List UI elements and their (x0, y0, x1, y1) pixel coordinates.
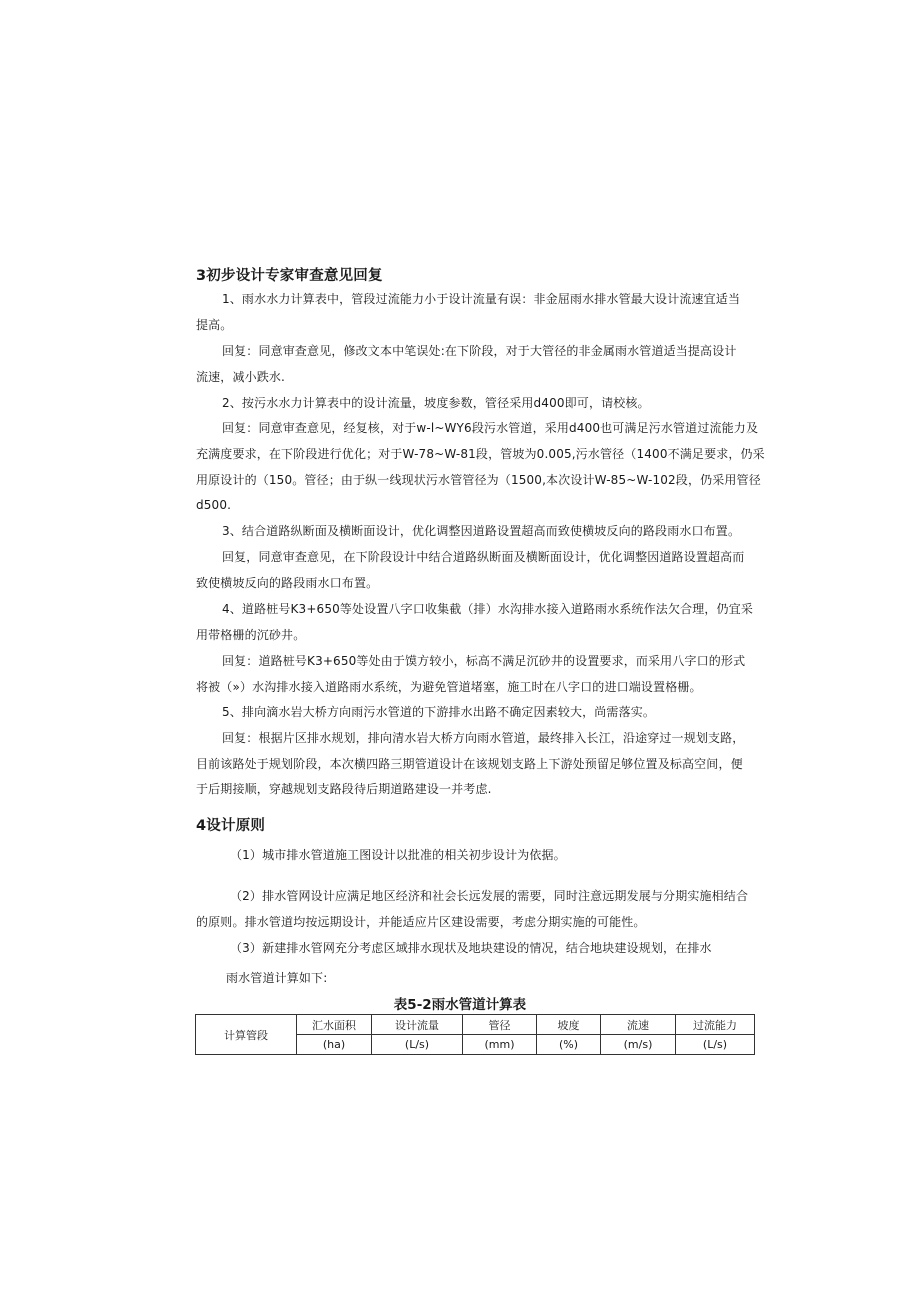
header-cell: 汇水面积 (297, 1015, 372, 1035)
paragraph-line: 5、排向滴水岩大桥方向雨污水管道的下游排水出路不确定因素较大，尚需落实。 (222, 705, 656, 719)
header-cell: 坡度 (537, 1015, 601, 1035)
paragraph-line: 回复：同意审查意见，经复核，对于w-l~WY6段污水管道，采用d400也可满足污水管道过流能力及 (222, 421, 759, 435)
table-caption: 表5-2雨水管道计算表 (393, 997, 527, 1013)
paragraph-line: 回复：同意审查意见，修改文本中笔误处:在下阶段，对于大管径的非金属雨水管道适当提高设计 (222, 344, 737, 358)
header-cell: 过流能力 (676, 1015, 755, 1035)
header-cell: 设计流量 (372, 1015, 463, 1035)
paragraph-line: 的原则。排水管道均按远期设计，并能适应片区建设需要，考虑分期实施的可能性。 (196, 915, 646, 929)
paragraph-line: 1、雨水水力计算表中，管段过流能力小于设计流量有误：非金屈雨水排水管最大设计流速宜适当 (222, 292, 741, 306)
unit-cell: (ha) (297, 1035, 372, 1055)
rainwater-calc-table (195, 1014, 755, 1055)
paragraph-line: （3）新建排水管网充分考虑区域排水现状及地块建设的情况，结合地块建设规划，在排水 (230, 941, 712, 955)
paragraph-line: （1）城市排水管道施工图设计以批准的相关初步设计为依据。 (230, 848, 566, 862)
header-cell: 管径 (463, 1015, 537, 1035)
paragraph-line: （2）排水管网设计应满足地区经济和社会长远发展的需要，同时注意远期发展与分期实施相结合 (230, 889, 749, 903)
paragraph-line: 4、道路桩号K3+650等处设置八字口收集截（排）水沟排水接入道路雨水系统作法欠合理，仍宜采 (222, 602, 754, 616)
paragraph-line: 回复：道路桩号K3+650等处由于馍方较小，标高不满足沉砂井的设置要求，而采用八字口的形式 (222, 654, 746, 668)
section-4-heading: 4设计原则 (196, 818, 266, 834)
unit-cell: (mm) (463, 1035, 537, 1055)
paragraph-line: 回复：根据片区排水规划，排向清水岩大桥方向雨水管道，最终排入长江，沿途穿过一规划支路， (222, 731, 745, 745)
header-cell: 流速 (601, 1015, 676, 1035)
paragraph-line: 3、结合道路纵断面及横断面设计，优化调整因道路设置超高而致使横坡反向的路段雨水口布置。 (222, 524, 741, 538)
unit-cell: (L/s) (676, 1035, 755, 1055)
paragraph-line: 流速，减小跌水. (196, 370, 286, 384)
paragraph-line: 用原设计的（150。管径；由于纵一线现状污水管管径为（1500,本次设计W-85~W-102段，仍采用管径 (196, 473, 761, 487)
unit-cell: (%) (537, 1035, 601, 1055)
paragraph-line: 提高。 (196, 318, 233, 332)
paragraph-line: 2、按污水水力计算表中的设计流量，坡度参数，管径采用d400即可，请校核。 (222, 396, 650, 410)
paragraph-line: 目前该路处于规划阶段，本次横四路三期管道设计在该规划支路上下游处预留足够位置及标高空间，便 (196, 757, 743, 771)
row-header-cell: 计算管段 (196, 1015, 297, 1055)
unit-cell: (m/s) (601, 1035, 676, 1055)
paragraph-line: 于后期接顺，穿越规划支路段待后期道路建设一并考虑. (196, 782, 492, 796)
paragraph-line: 回复，同意审查意见，在下阶段设计中结合道路纵断面及横断面设计，优化调整因道路设置超高而 (222, 550, 745, 564)
paragraph-line: 充满度要求，在下阶段进行优化；对于W-78~W-81段，管坡为0.005,污水管径（1400不满足要求，仍采 (196, 447, 765, 461)
section-3-heading: 3初步设计专家审查意见回复 (196, 268, 383, 284)
table-header-row (196, 1015, 755, 1035)
paragraph-line: d500. (196, 498, 232, 512)
paragraph-line: 致使横坡反向的路段雨水口布置。 (196, 576, 379, 590)
paragraph-line: 将被（»）水沟排水接入道路雨水系统，为避免管道堵塞，施工时在八字口的进口端设置格栅。 (196, 680, 702, 694)
paragraph-line: 用带格栅的沉砂井。 (196, 628, 306, 642)
unit-cell: (L/s) (372, 1035, 463, 1055)
paragraph-line: 雨水管道计算如下: (226, 971, 328, 985)
